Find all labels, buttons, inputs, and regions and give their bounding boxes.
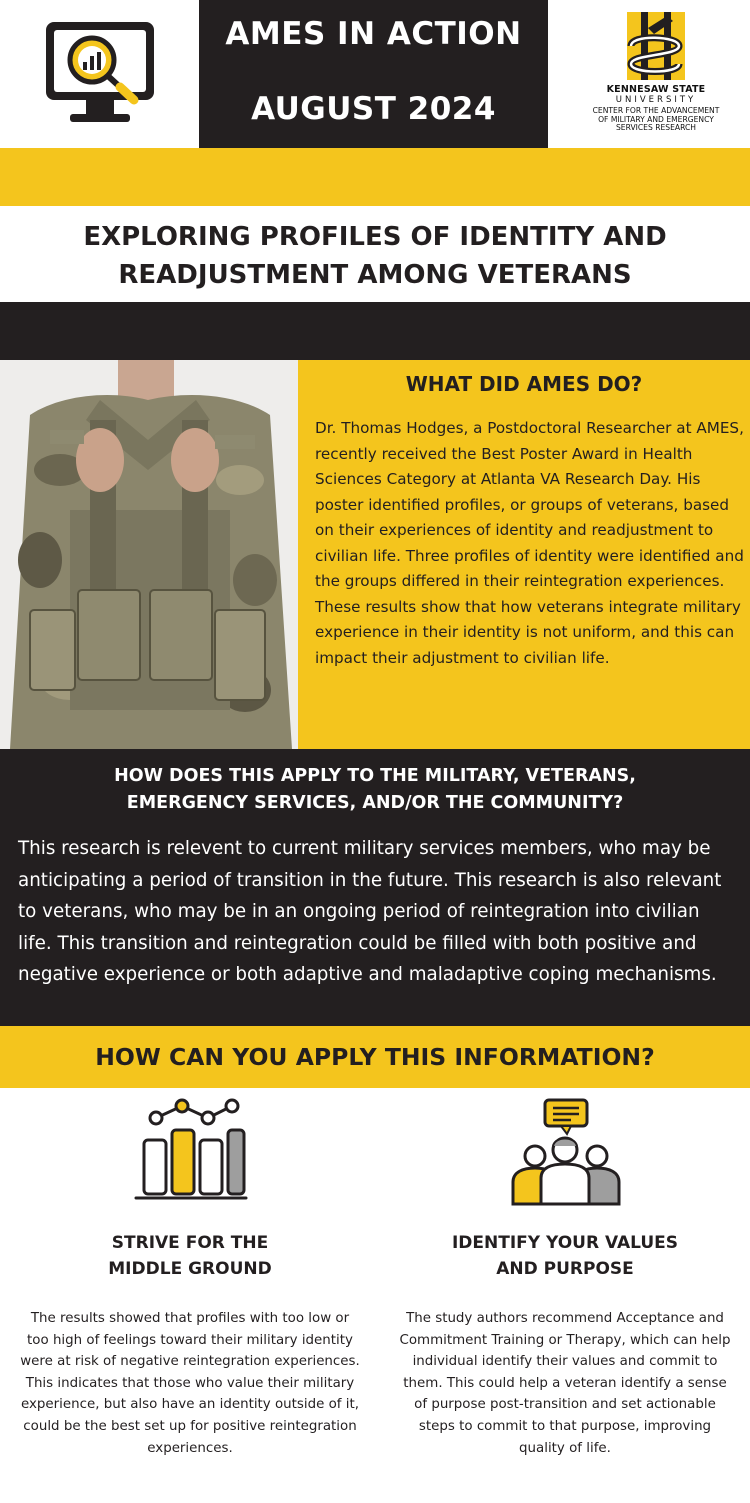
tip-column-middle-ground — [20, 1098, 360, 1459]
tip-title-middle-ground — [20, 1230, 360, 1282]
how-section-body: This research is relevent to current military services members, who may be anticipating a period of transition in the future. This research is also relevant to veterans, who may be in an ongoing period of reintegration into civilian life. This transition and reintegration could be filled with both positive and negative experience or both adaptive and maladaptive coping mechanisms. — [18, 838, 722, 985]
tip-title-values-purpose — [395, 1230, 735, 1282]
yellow-divider — [0, 148, 750, 206]
tip-title-line2: AND PURPOSE — [496, 1259, 634, 1279]
tip-title-line2: MIDDLE GROUND — [108, 1259, 272, 1279]
tip-title-line1: IDENTIFY YOUR VALUES — [451, 1233, 679, 1253]
how-title-line1: HOW DOES THIS APPLY TO THE MILITARY, VETERANS, — [114, 766, 636, 786]
how-section-title — [20, 763, 730, 817]
analytics-magnifier-monitor-icon — [40, 18, 160, 130]
tip-text-values-purpose: The study authors recommend Acceptance and Commitment Training or Therapy, which can help individual identify their values and commit to them. This could help a veteran identify a sense of purpose post-transition and set actionable steps to commit to that purpose, improving quality of life. — [399, 1311, 731, 1456]
title-line1: AMES IN ACTION — [225, 16, 522, 52]
center-line2: OF MILITARY AND EMERGENCY — [598, 114, 714, 124]
newsletter-title-box — [199, 0, 548, 148]
ksu-monogram-icon — [621, 10, 691, 82]
what-section-body: Dr. Thomas Hodges, a Postdoctoral Researcher at AMES, recently received the Best Poster Award in Health Sciences Category at Atlanta VA Research Day. His poster identified profiles, or groups of veterans, based on their experiences of identity and readjustment to civilian life. Three profiles of identity were identified and the groups differed in their reintegration experiences. These results show that how veterans integrate military experience in their identity is not uniform, and this can impact their adjustment to civilian life. — [315, 419, 744, 667]
soldier-photo — [0, 360, 298, 749]
center-line3: SERVICES RESEARCH — [615, 123, 697, 133]
article-headline — [0, 206, 750, 302]
group-discussion-icon — [505, 1098, 625, 1208]
tip-column-values-purpose — [395, 1098, 735, 1459]
header — [0, 0, 750, 148]
center-name — [566, 107, 746, 133]
how-title-line2: EMERGENCY SERVICES, AND/OR THE COMMUNITY? — [126, 793, 624, 813]
headline-line2: READJUSTMENT AMONG VETERANS — [118, 260, 632, 290]
university-name: KENNESAW STATE — [606, 84, 706, 95]
tip-title-line1: STRIVE FOR THE — [111, 1233, 269, 1253]
ksu-logo — [566, 10, 746, 142]
bar-chart-trend-icon — [130, 1098, 250, 1208]
center-line1: CENTER FOR THE ADVANCEMENT — [592, 106, 720, 115]
tip-text-middle-ground: The results showed that profiles with too low or too high of feelings toward their military identity were at risk of negative reintegration experiences. This indicates that those who value their military experience, but also have an identity outside of it, could be the best set up for positive reintegration experiences. — [20, 1311, 360, 1456]
university-word: UNIVERSITY — [615, 95, 697, 105]
title-date: AUGUST 2024 — [251, 91, 496, 127]
what-did-ames-do-section — [298, 360, 750, 749]
black-divider — [0, 302, 750, 360]
apply-section-title: HOW CAN YOU APPLY THIS INFORMATION? — [0, 1026, 750, 1088]
what-section-title: WHAT DID AMES DO? — [405, 372, 643, 396]
headline-line1: EXPLORING PROFILES OF IDENTITY AND — [83, 222, 667, 252]
how-does-this-apply-section — [0, 749, 750, 1026]
